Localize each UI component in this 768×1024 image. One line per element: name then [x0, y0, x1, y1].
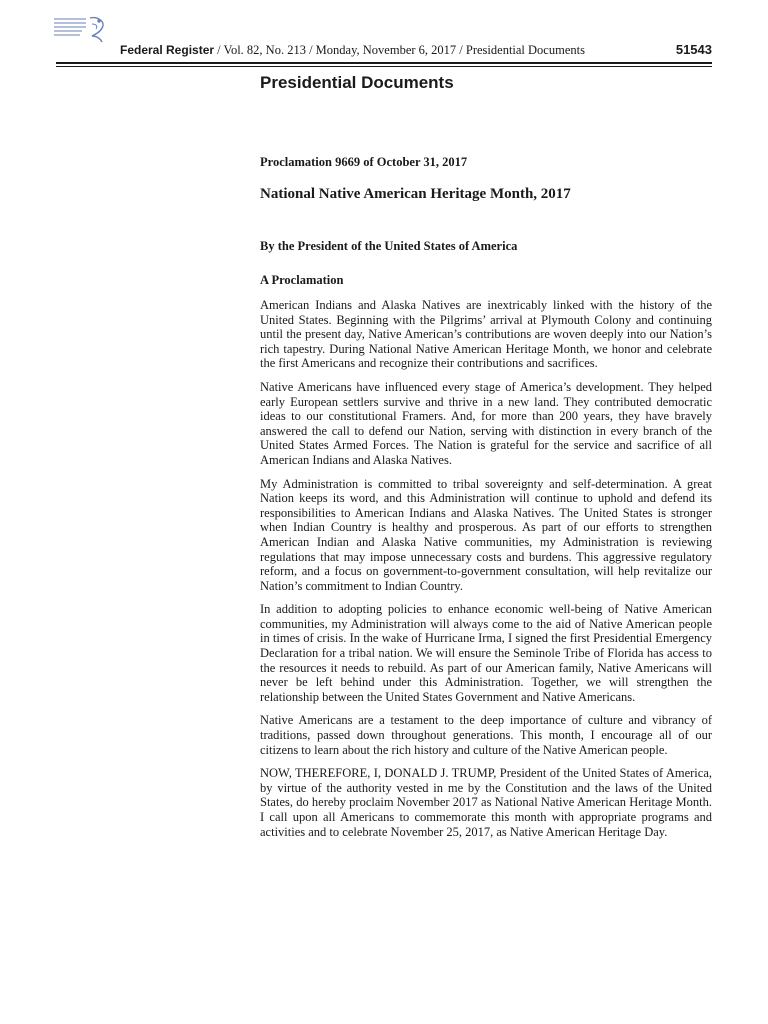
gpo-eagle-logo-icon	[52, 14, 110, 44]
paragraph: My Administration is committed to tribal sovereignty and self-determination. A great Nation keeps its word, and this Administration will continue to uphold and defend its responsibilities to American Indians and Alaska Natives. The United States is stronger when Indian Country is healthy and prosperous. As part of our efforts to strengthen American Indian and Alaska Native communities, my Administration is reviewing regulations that may impose unnecessary costs and burdens. This aggressive regulatory reform, and a focus on government-to-government consultation, will help revitalize our Nation’s commitment to Indian Country.	[260, 476, 712, 593]
by-line: By the President of the United States of America	[260, 239, 518, 253]
paragraph: American Indians and Alaska Natives are inextricably linked with the history of the United States. Beginning with the Pilgrims’ arrival at Plymouth Colony and continuing until the present day, Native American’s contributions are woven deeply into our Nation’s rich tapestry. During National Native American Heritage Month, we honor and celebrate the first Americans and recognize their contributions and sacrifices.	[260, 298, 712, 371]
paragraph: NOW, THEREFORE, I, DONALD J. TRUMP, President of the United States of America, by virtue of the authority vested in me by the Constitution and the laws of the United States, do hereby proclaim November 2017 as National Native American Heritage Month. I call upon all Americans to commemorate this month with appropriate programs and activities and to celebrate November 25, 2017, as Native American Heritage Day.	[260, 766, 712, 839]
paragraph: Native Americans are a testament to the deep importance of culture and vibrancy of traditions, passed down throughout generations. This month, I encourage all of our citizens to learn about the rich history and culture of the Native American people.	[260, 713, 712, 757]
running-head	[120, 41, 712, 59]
proclamation-title: National Native American Heritage Month, 2017	[260, 186, 571, 202]
issue-details: / Vol. 82, No. 213 / Monday, November 6, 2017 / Presidential Documents	[214, 43, 585, 57]
publication-name: Federal Register	[120, 43, 215, 57]
header-rule-thin	[56, 66, 712, 67]
proclamation-number: Proclamation 9669 of October 31, 2017	[260, 155, 468, 169]
paragraph: Native Americans have influenced every stage of America’s development. They helped early European settlers survive and thrive in a new land. They contributed democratic ideas to our constitutional Framers. And, for more than 200 years, they have bravely answered the call to defend our Nation, serving with distinction in every branch of the United States Armed Forces. The Nation is grateful for the service and sacrifice of all American Indians and Alaska Natives.	[260, 379, 712, 467]
header-rule-thick	[56, 62, 712, 64]
paragraph: In addition to adopting policies to enhance economic well-being of Native American communities, my Administration will always come to the aid of Native American people in times of crisis. In the wake of Hurricane Irma, I signed the first Presidential Emergency Declaration for a tribal nation. We will ensure the Seminole Tribe of Florida has access to the resources it needs to rebuild. As part of our American family, Native Americans will never be left behind under this Administration. Together, we will strengthen the relationship between the United States Government and Native Americans.	[260, 602, 712, 704]
proclamation-label: A Proclamation	[260, 273, 344, 287]
page-number: 51543	[675, 42, 712, 57]
section-title: Presidential Documents	[260, 73, 454, 92]
proclamation-body	[260, 154, 712, 839]
